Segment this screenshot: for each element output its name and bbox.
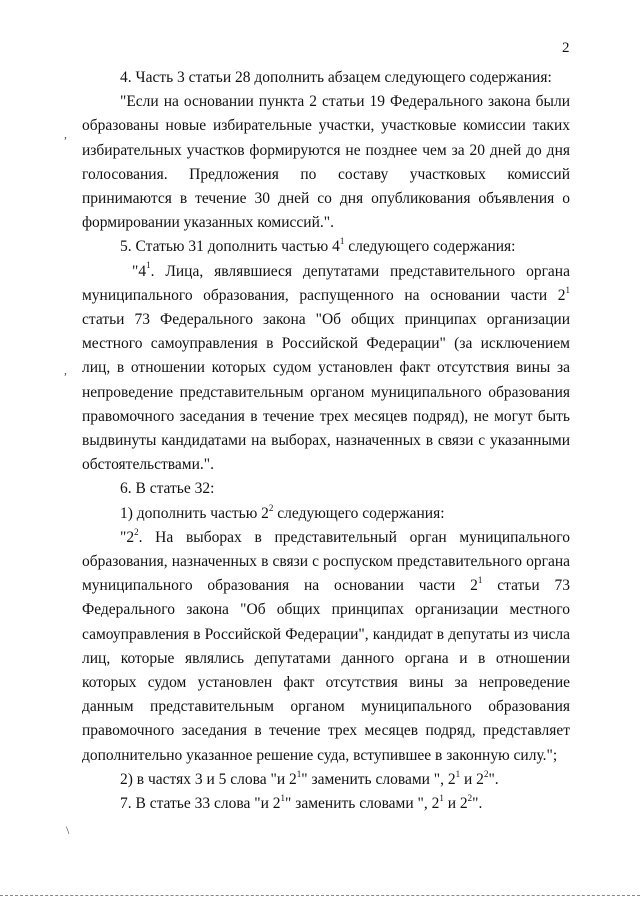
superscript: 1 [296, 768, 302, 779]
superscript: 1 [455, 768, 461, 779]
text-run: " заменить словами ", 2 [285, 795, 440, 813]
margin-tick-mark: \ [66, 823, 70, 837]
superscript: 1 [146, 260, 151, 271]
page-number: 2 [562, 40, 570, 56]
text-run: ". [472, 795, 483, 813]
paragraph-p9 [82, 792, 570, 816]
margin-tick-mark: , [64, 127, 67, 141]
text-run: статьи 73 Федерального закона "Об общих принципах организации местного самоуправления в Российской Федерации", кандидат в депутаты из числа лиц, которые являлись депутатами данного органа и в отношении которых судом установлен факт отсутствия вины за непроведение данным представительным органом муниципального образования правомочного заседания в течение трех месяцев подряд, представляет дополнительно указанное решение суда, вступившее в законную силу."; [82, 577, 570, 764]
text-run: статьи 73 Федерального закона "Об общих принципах организации местного самоуправления в Российской Федерации" (за исключением лиц, в отношении которых судом установлен факт отсутствия вины за непроведение представительным органом муниципального образования правомочного заседания в течение трех месяцев подряд), не могут быть выдвинуты кандидатами на выборах, назначенных в связи с указанными обстоятельствами.". [82, 311, 570, 474]
scan-edge-line [0, 895, 640, 896]
paragraph-p2 [82, 90, 570, 235]
text-run: и 2 [460, 770, 484, 788]
superscript: 1 [565, 284, 570, 295]
text-run: . На выборах в представительный орган муниципального образования, назначенных в связи с роспуском представительного органа муниципального образования на основании части 2 [82, 528, 570, 595]
superscript: 2 [268, 502, 274, 513]
superscript: 1 [477, 575, 483, 586]
text-run: следующего содержания: [273, 504, 445, 522]
paragraph-p8 [82, 768, 570, 792]
superscript: 2 [483, 768, 489, 779]
superscript: 2 [134, 526, 139, 537]
margin-tick-mark: , [64, 363, 67, 377]
text-run: "4 [132, 262, 147, 280]
text-run: . Лица, являвшиеся депутатами представительного органа муниципального образования, распущенного на основании части 2 [82, 262, 570, 304]
text-run: 6. В статье 32: [120, 480, 215, 498]
superscript: 1 [339, 236, 345, 247]
text-run: 7. В статье 33 слова "и 2 [120, 795, 281, 813]
text-run: " заменить словами ", 2 [301, 770, 456, 788]
paragraph-p6 [82, 502, 570, 526]
paragraph-p7 [82, 526, 570, 768]
text-run: 4. Часть 3 статьи 28 дополнить абзацем следующего содержания: [120, 69, 552, 86]
superscript: 1 [280, 792, 285, 803]
superscript: 1 [439, 792, 444, 803]
text-run: 2) в частях 3 и 5 слова "и 2 [120, 770, 297, 788]
superscript: 2 [467, 792, 473, 803]
paragraph-p3 [82, 235, 570, 259]
text-run: "2 [120, 528, 135, 546]
text-run: и 2 [443, 795, 468, 813]
text-run: 5. Статью 31 дополнить частью 4 [120, 238, 340, 256]
paragraph-p1 [82, 66, 570, 90]
text-run: 1) дополнить частью 2 [120, 504, 269, 522]
text-run: "Если на основании пункта 2 статьи 19 Федерального закона были образованы новые избирательные участки, участковые комиссии таких избирательных участков формируются не позднее чем за 20 дней до дня голосования. Предложения по составу участковых комиссий принимаются в течение 30 дней со дня опубликования объявления о формировании указанных комиссий.". [82, 93, 570, 232]
paragraph-p4 [82, 260, 570, 478]
text-run: следующего содержания: [344, 238, 516, 256]
text-run: ". [488, 770, 499, 788]
paragraph-p5 [82, 477, 570, 501]
document-body [82, 66, 570, 816]
